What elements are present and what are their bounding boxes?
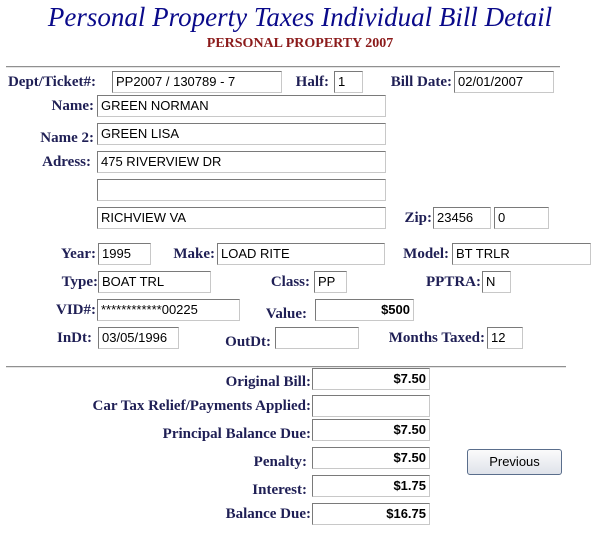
indt-field[interactable]: 03/05/1996 [98, 327, 179, 349]
address2-field[interactable] [97, 179, 386, 201]
type-label: Type: [61, 274, 98, 290]
principal-balance-label: Principal Balance Due: [162, 426, 311, 442]
model-field[interactable]: BT TRLR [452, 243, 591, 265]
year-label: Year: [61, 246, 96, 262]
principal-balance-field[interactable]: $7.50 [312, 419, 430, 441]
original-bill-field[interactable]: $7.50 [312, 368, 430, 390]
zip-label: Zip: [404, 210, 432, 226]
half-label: Half: [295, 74, 329, 90]
pptra-field[interactable]: N [482, 271, 511, 293]
penalty-label: Penalty: [253, 454, 307, 470]
outdt-label: OutDt: [225, 334, 271, 350]
address1-field[interactable]: 475 RIVERVIEW DR [97, 151, 386, 173]
outdt-field[interactable] [275, 327, 359, 349]
interest-field[interactable]: $1.75 [312, 475, 430, 497]
dept-ticket-label: Dept/Ticket#: [7, 74, 96, 90]
previous-button[interactable]: Previous [467, 449, 562, 475]
bill-date-field[interactable]: 02/01/2007 [454, 71, 554, 93]
vid-field[interactable]: ************00225 [97, 299, 240, 321]
balance-due-label: Balance Due: [225, 506, 311, 522]
pptra-label: PPTRA: [426, 274, 481, 290]
value-field[interactable]: $500 [315, 299, 414, 321]
penalty-field[interactable]: $7.50 [312, 447, 430, 469]
name-label: Name: [51, 98, 94, 114]
balance-due-field[interactable]: $16.75 [312, 503, 430, 525]
vid-label: VID#: [56, 302, 96, 318]
zip-field[interactable]: 23456 [433, 207, 491, 229]
dept-ticket-field[interactable]: PP2007 / 130789 - 7 [112, 71, 282, 93]
bill-date-label: Bill Date: [390, 74, 452, 90]
type-field[interactable]: BOAT TRL [98, 271, 211, 293]
relief-field[interactable] [312, 395, 430, 417]
months-taxed-label: Months Taxed: [388, 330, 485, 346]
name2-label: Name 2: [40, 130, 94, 146]
model-label: Model: [403, 246, 449, 262]
months-taxed-field[interactable]: 12 [487, 327, 523, 349]
city-state-field[interactable]: RICHVIEW VA [97, 207, 386, 229]
name-field[interactable]: GREEN NORMAN [97, 95, 386, 117]
zip-ext-field[interactable]: 0 [494, 207, 549, 229]
indt-label: InDt: [56, 330, 92, 346]
value-label: Value: [265, 306, 307, 322]
make-field[interactable]: LOAD RITE [217, 243, 385, 265]
top-divider [6, 66, 560, 68]
original-bill-label: Original Bill: [225, 374, 311, 390]
year-field[interactable]: 1995 [98, 243, 151, 265]
address-label: Adress: [42, 154, 91, 170]
interest-label: Interest: [252, 482, 307, 498]
make-label: Make: [173, 246, 215, 262]
page-subtitle: PERSONAL PROPERTY 2007 [206, 36, 394, 51]
class-label: Class: [270, 274, 310, 290]
half-field[interactable]: 1 [334, 71, 363, 93]
page-title: Personal Property Taxes Individual Bill Detail [47, 2, 553, 32]
relief-label: Car Tax Relief/Payments Applied: [92, 398, 311, 414]
name2-field[interactable]: GREEN LISA [97, 123, 386, 145]
class-field[interactable]: PP [314, 271, 347, 293]
bottom-divider [6, 366, 566, 368]
